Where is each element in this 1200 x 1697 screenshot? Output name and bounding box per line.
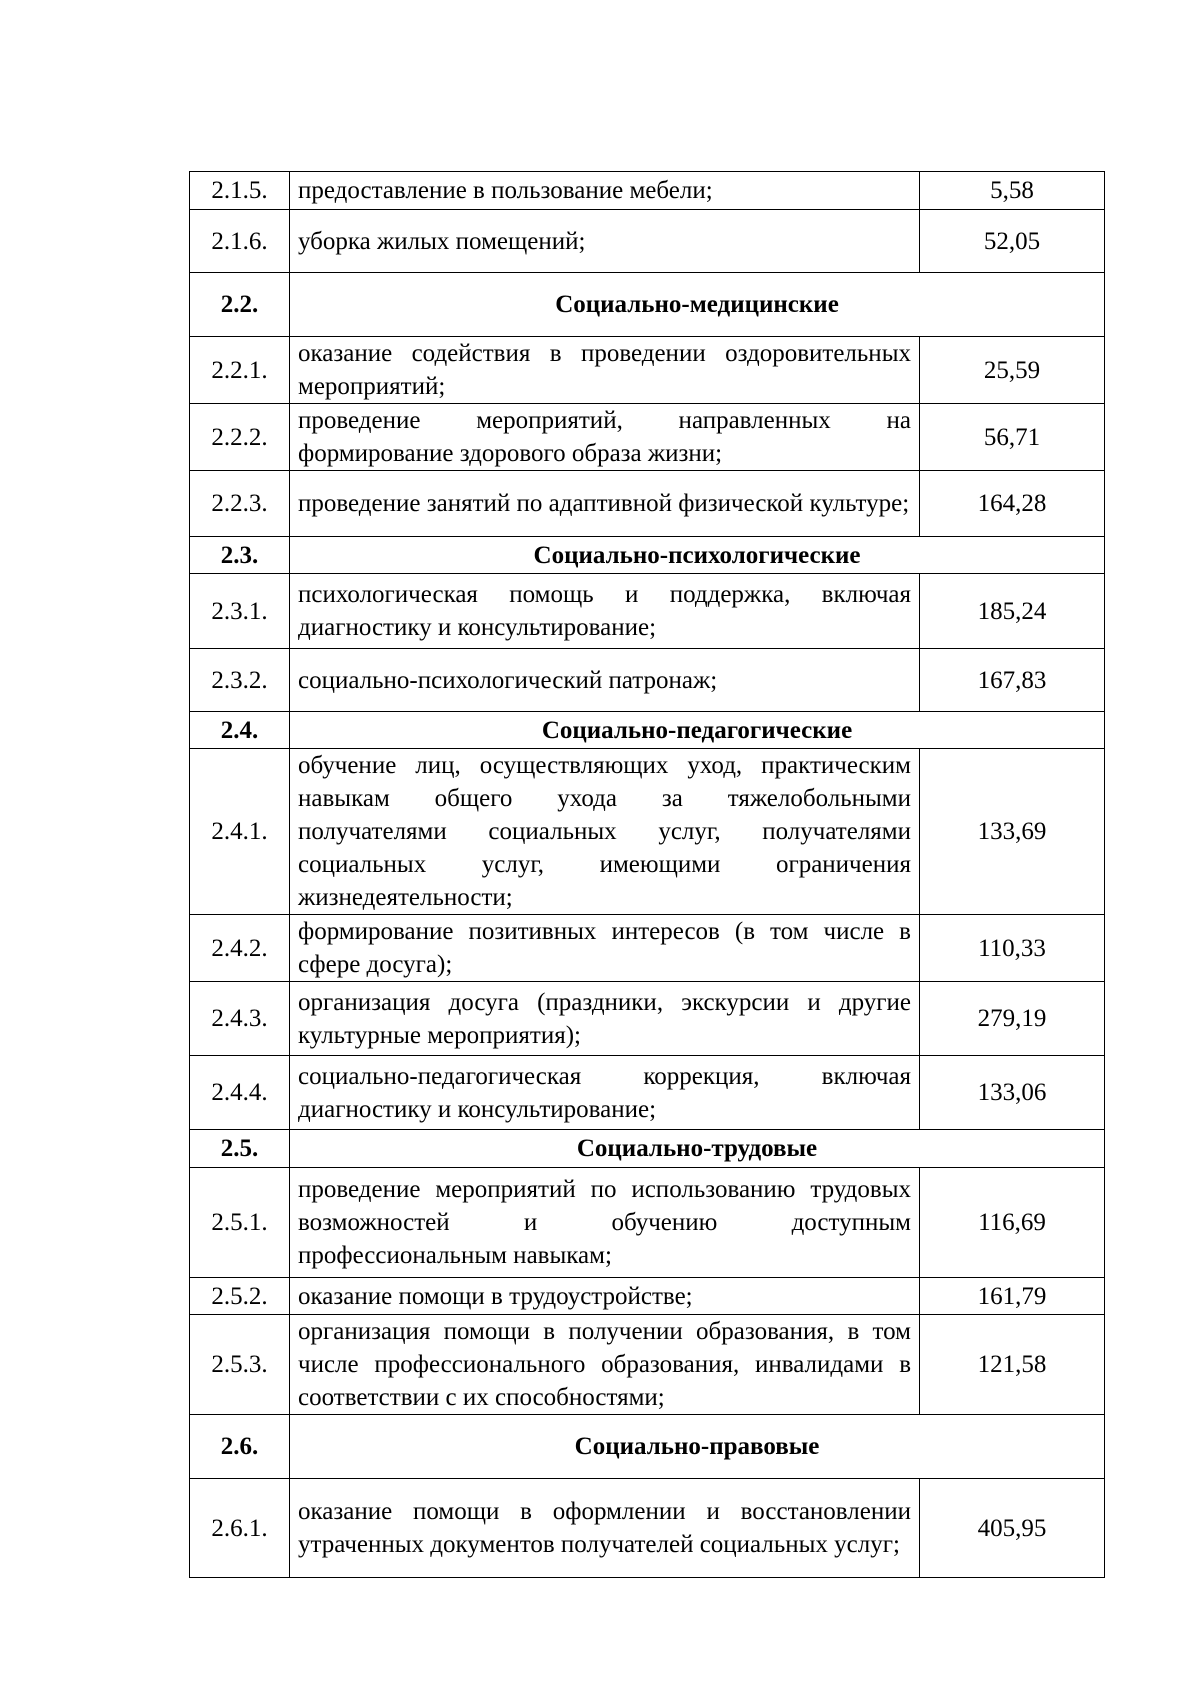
service-description: обучение лиц, осуществляющих уход, практическим навыкам общего ухода за тяжелобольными получателями социальных услуг, получателями социальных услуг, имеющими ограничения жизнедеятельности; (290, 749, 920, 915)
tariff-value: 52,05 (920, 210, 1105, 273)
table-body (190, 172, 1105, 1578)
table-row (190, 1315, 1105, 1415)
service-description: проведение занятий по адаптивной физической культуре; (290, 471, 920, 537)
tariff-value: 167,83 (920, 649, 1105, 712)
section-row (190, 273, 1105, 337)
section-number: 2.6. (190, 1415, 290, 1479)
tariff-value: 5,58 (920, 172, 1105, 210)
service-description: организация досуга (праздники, экскурсии и другие культурные мероприятия); (290, 982, 920, 1056)
section-number: 2.2. (190, 273, 290, 337)
section-title: Социально-трудовые (290, 1130, 1105, 1168)
service-description: социально-педагогическая коррекция, включая диагностику и консультирование; (290, 1056, 920, 1130)
tariff-value: 110,33 (920, 915, 1105, 982)
service-description: оказание помощи в трудоустройстве; (290, 1278, 920, 1315)
item-number: 2.5.2. (190, 1278, 290, 1315)
section-row (190, 1415, 1105, 1479)
service-description: уборка жилых помещений; (290, 210, 920, 273)
tariff-value: 279,19 (920, 982, 1105, 1056)
tariff-value: 133,69 (920, 749, 1105, 915)
tariff-value: 185,24 (920, 574, 1105, 649)
service-description: формирование позитивных интересов (в том числе в сфере досуга); (290, 915, 920, 982)
item-number: 2.4.1. (190, 749, 290, 915)
tariff-value: 121,58 (920, 1315, 1105, 1415)
item-number: 2.2.2. (190, 404, 290, 471)
item-number: 2.5.1. (190, 1168, 290, 1278)
section-number: 2.4. (190, 712, 290, 749)
service-description: проведение мероприятий, направленных на формирование здорового образа жизни; (290, 404, 920, 471)
table-row (190, 574, 1105, 649)
table-row (190, 404, 1105, 471)
tariff-value: 56,71 (920, 404, 1105, 471)
table-row (190, 337, 1105, 404)
service-description: предоставление в пользование мебели; (290, 172, 920, 210)
item-number: 2.1.5. (190, 172, 290, 210)
tariff-value: 116,69 (920, 1168, 1105, 1278)
table-row (190, 982, 1105, 1056)
section-number: 2.5. (190, 1130, 290, 1168)
section-row (190, 1130, 1105, 1168)
table-row (190, 1479, 1105, 1578)
item-number: 2.4.3. (190, 982, 290, 1056)
tariff-value: 161,79 (920, 1278, 1105, 1315)
section-row (190, 712, 1105, 749)
tariff-value: 25,59 (920, 337, 1105, 404)
table-row (190, 749, 1105, 915)
item-number: 2.6.1. (190, 1479, 290, 1578)
item-number: 2.3.1. (190, 574, 290, 649)
table-row (190, 1168, 1105, 1278)
item-number: 2.4.2. (190, 915, 290, 982)
services-tariff-table (189, 171, 1105, 1578)
tariff-value: 405,95 (920, 1479, 1105, 1578)
table-row (190, 172, 1105, 210)
service-description: оказание содействия в проведении оздоровительных мероприятий; (290, 337, 920, 404)
item-number: 2.4.4. (190, 1056, 290, 1130)
table-row (190, 210, 1105, 273)
item-number: 2.1.6. (190, 210, 290, 273)
item-number: 2.2.3. (190, 471, 290, 537)
section-title: Социально-психологические (290, 537, 1105, 574)
table-row (190, 471, 1105, 537)
service-description: психологическая помощь и поддержка, включая диагностику и консультирование; (290, 574, 920, 649)
section-title: Социально-правовые (290, 1415, 1105, 1479)
section-title: Социально-медицинские (290, 273, 1105, 337)
tariff-value: 164,28 (920, 471, 1105, 537)
item-number: 2.5.3. (190, 1315, 290, 1415)
service-description: организация помощи в получении образования, в том числе профессионального образования, инвалидами в соответствии с их способностями; (290, 1315, 920, 1415)
item-number: 2.3.2. (190, 649, 290, 712)
table-row (190, 1278, 1105, 1315)
table-row (190, 915, 1105, 982)
table-row (190, 649, 1105, 712)
item-number: 2.2.1. (190, 337, 290, 404)
section-title: Социально-педагогические (290, 712, 1105, 749)
section-number: 2.3. (190, 537, 290, 574)
service-description: социально-психологический патронаж; (290, 649, 920, 712)
service-description: проведение мероприятий по использованию трудовых возможностей и обучению доступным профессиональным навыкам; (290, 1168, 920, 1278)
table-row (190, 1056, 1105, 1130)
section-row (190, 537, 1105, 574)
tariff-value: 133,06 (920, 1056, 1105, 1130)
service-description: оказание помощи в оформлении и восстановлении утраченных документов получателей социальных услуг; (290, 1479, 920, 1578)
